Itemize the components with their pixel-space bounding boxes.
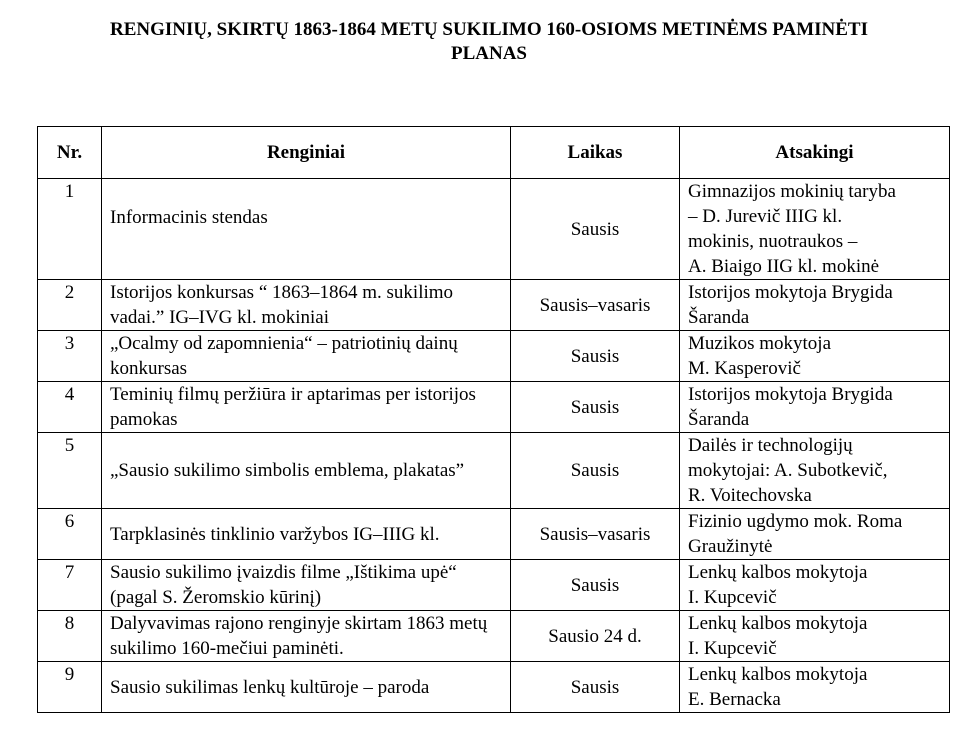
responsible-line: M. Kasperovič bbox=[688, 358, 801, 379]
time-cell: Sausis–vasaris bbox=[511, 509, 680, 560]
table-row bbox=[38, 433, 950, 509]
responsible-line: Gimnazijos mokinių taryba bbox=[688, 181, 896, 202]
event-cell: Dalyvavimas rajono renginyje skirtam 1863 metų sukilimo 160-mečiui paminėti. bbox=[102, 611, 511, 662]
time-cell: Sausis bbox=[511, 560, 680, 611]
responsible-cell bbox=[680, 509, 950, 560]
responsible-line: I. Kupcevič bbox=[688, 638, 777, 659]
responsible-line: Muzikos mokytoja bbox=[688, 333, 832, 354]
responsible-line: – D. Jurevič IIIG kl. bbox=[688, 206, 843, 227]
row-number: 6 bbox=[38, 509, 102, 560]
event-cell: „Sausio sukilimo simbolis emblema, plakatas” bbox=[102, 433, 511, 509]
table-header-row bbox=[38, 127, 950, 179]
time-cell: Sausio 24 d. bbox=[511, 611, 680, 662]
responsible-line: Graužinytė bbox=[688, 536, 773, 557]
time-cell: Sausis bbox=[511, 179, 680, 280]
responsible-line: E. Bernacka bbox=[688, 689, 781, 710]
row-number: 7 bbox=[38, 560, 102, 611]
row-number: 8 bbox=[38, 611, 102, 662]
time-cell: Sausis bbox=[511, 662, 680, 713]
event-text: Informacinis stendas bbox=[110, 206, 268, 228]
document-title-line-2: PLANAS bbox=[450, 43, 527, 64]
responsible-line: Lenkų kalbos mokytoja bbox=[688, 562, 868, 583]
event-cell: Teminių filmų peržiūra ir aptarimas per istorijos pamokas bbox=[102, 382, 511, 433]
responsible-line: Lenkų kalbos mokytoja bbox=[688, 613, 868, 634]
responsible-cell bbox=[680, 179, 950, 280]
responsible-line: Šaranda bbox=[688, 307, 750, 328]
time-cell: Sausis bbox=[511, 331, 680, 382]
events-plan-table bbox=[37, 126, 950, 713]
header-events: Renginiai bbox=[102, 127, 511, 179]
responsible-line: mokinis, nuotraukos – bbox=[688, 231, 858, 252]
responsible-line: Šaranda bbox=[688, 409, 750, 430]
header-responsible: Atsakingi bbox=[680, 127, 950, 179]
row-number: 3 bbox=[38, 331, 102, 382]
row-number: 2 bbox=[38, 280, 102, 331]
responsible-line: Istorijos mokytoja Brygida bbox=[688, 282, 893, 303]
event-cell: Sausio sukilimo įvaizdis filme „Ištikima upė“ (pagal S. Žeromskio kūrinį) bbox=[102, 560, 511, 611]
header-nr: Nr. bbox=[38, 127, 102, 179]
responsible-line: R. Voitechovska bbox=[688, 485, 812, 506]
table-row bbox=[38, 280, 950, 331]
table-row bbox=[38, 179, 950, 280]
responsible-line: Istorijos mokytoja Brygida bbox=[688, 384, 893, 405]
table-row bbox=[38, 611, 950, 662]
document-title bbox=[0, 18, 978, 66]
event-cell: Istorijos konkursas “ 1863–1864 m. sukilimo vadai.” IG–IVG kl. mokiniai bbox=[102, 280, 511, 331]
event-cell bbox=[102, 179, 511, 280]
event-cell: Sausio sukilimas lenkų kultūroje – paroda bbox=[102, 662, 511, 713]
table-row bbox=[38, 331, 950, 382]
row-number: 5 bbox=[38, 433, 102, 509]
time-cell: Sausis bbox=[511, 382, 680, 433]
responsible-line: A. Biaigo IIG kl. mokinė bbox=[688, 256, 880, 277]
time-cell: Sausis bbox=[511, 433, 680, 509]
time-cell: Sausis–vasaris bbox=[511, 280, 680, 331]
table-row bbox=[38, 662, 950, 713]
responsible-cell bbox=[680, 662, 950, 713]
header-time: Laikas bbox=[511, 127, 680, 179]
responsible-line: I. Kupcevič bbox=[688, 587, 777, 608]
event-cell: Tarpklasinės tinklinio varžybos IG–IIIG kl. bbox=[102, 509, 511, 560]
row-number: 1 bbox=[38, 179, 102, 280]
responsible-line: Lenkų kalbos mokytoja bbox=[688, 664, 868, 685]
row-number: 9 bbox=[38, 662, 102, 713]
document-title-line-1: RENGINIŲ, SKIRTŲ 1863-1864 METŲ SUKILIMO 160-OSIOMS METINĖMS PAMINĖTI bbox=[110, 19, 868, 40]
responsible-cell bbox=[680, 280, 950, 331]
responsible-cell bbox=[680, 433, 950, 509]
table-row bbox=[38, 382, 950, 433]
responsible-cell bbox=[680, 611, 950, 662]
table-row bbox=[38, 509, 950, 560]
responsible-line: mokytojai: A. Subotkevič, bbox=[688, 460, 888, 481]
responsible-cell bbox=[680, 382, 950, 433]
responsible-line: Fizinio ugdymo mok. Roma bbox=[688, 511, 903, 532]
table-row bbox=[38, 560, 950, 611]
responsible-cell bbox=[680, 560, 950, 611]
responsible-line: Dailės ir technologijų bbox=[688, 435, 853, 456]
responsible-cell bbox=[680, 331, 950, 382]
event-cell: „Ocalmy od zapomnienia“ – patriotinių dainų konkursas bbox=[102, 331, 511, 382]
row-number: 4 bbox=[38, 382, 102, 433]
